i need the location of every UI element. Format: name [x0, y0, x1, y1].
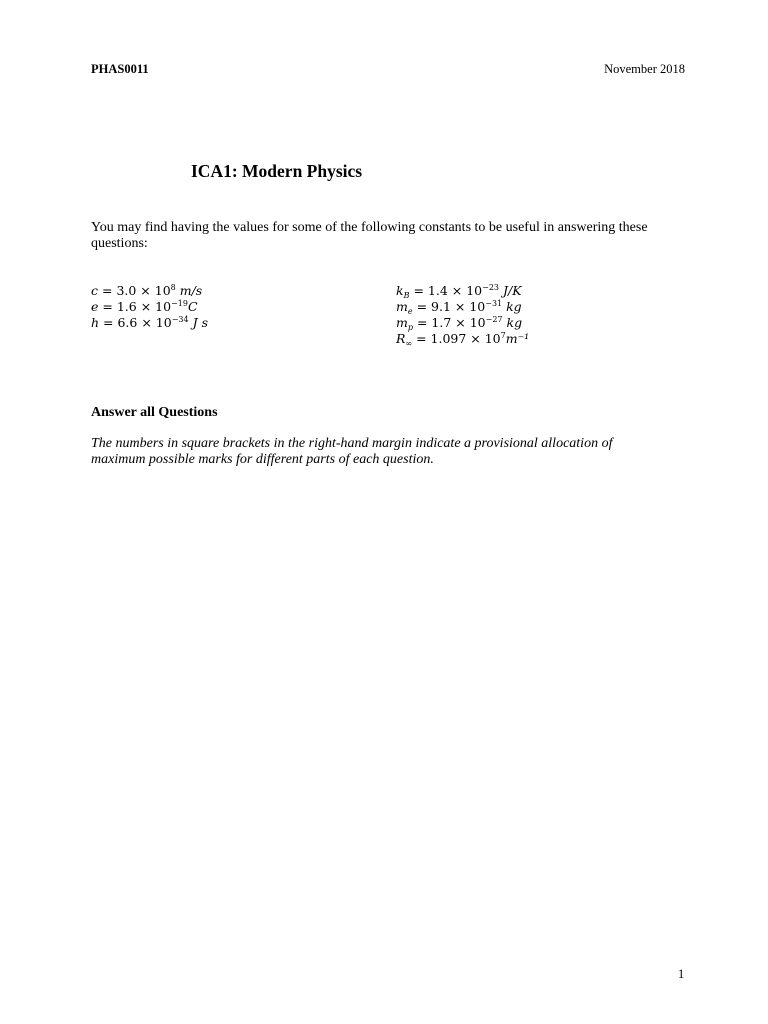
- page-number: 1: [678, 967, 685, 981]
- course-code: PHAS0011: [91, 62, 149, 76]
- constant-electron-charge: $e = 1.6 \times 10^{-19}C$: [91, 299, 198, 314]
- constant-planck: $h = 6.6 \times 10^{-34}$ J s: [91, 315, 208, 330]
- constant-proton-mass: $m_p = 1.7 \times 10^{-27}$ kg: [396, 315, 523, 332]
- exam-date: November 2018: [604, 62, 685, 76]
- constants-left-column: [91, 283, 208, 331]
- marks-note: The numbers in square brackets in the right-hand margin indicate a provisional allocation of maximum possible marks for different parts of each question.: [91, 436, 613, 467]
- constant-rydberg: $R_\infty = 1.097 \times 10^7m^{-1}$: [396, 331, 530, 348]
- page-title: ICA1: Modern Physics: [191, 161, 363, 181]
- constant-electron-mass: $m_e = 9.1 \times 10^{-31}$ kg: [396, 299, 522, 316]
- constant-boltzmann: $k_B = 1.4 \times 10^{-23}$ J/K: [396, 283, 522, 300]
- constants-right-column: [396, 283, 529, 347]
- intro-paragraph: You may find having the values for some of the following constants to be useful in answering these questions:: [91, 220, 648, 251]
- instructions-heading: Answer all Questions: [91, 405, 218, 420]
- constant-speed-of-light: $c = 3.0 \times 10^8$ m/s: [91, 283, 203, 298]
